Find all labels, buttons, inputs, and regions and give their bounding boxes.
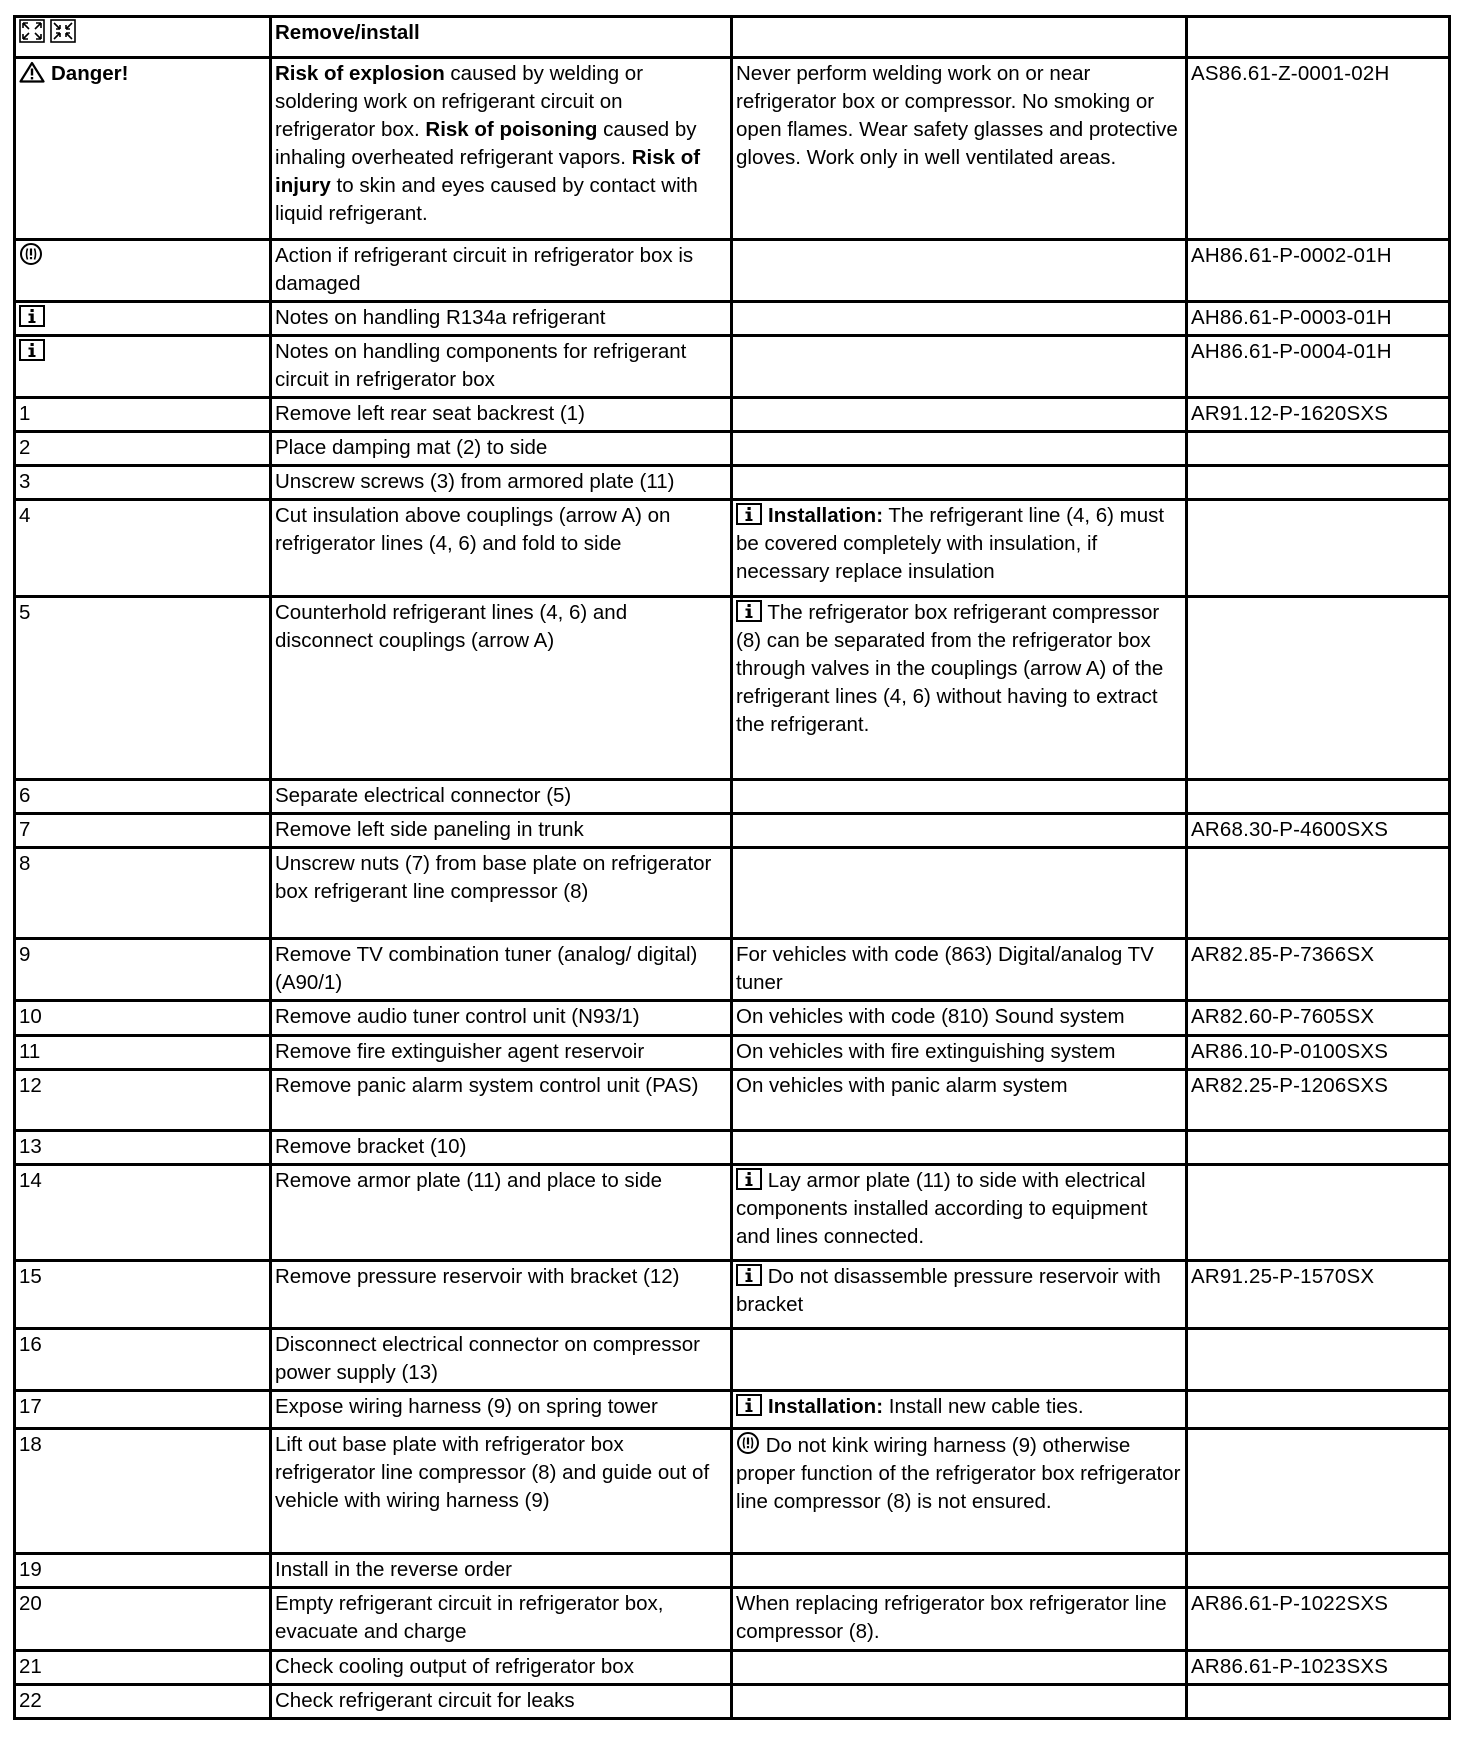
step-reference-cell	[1187, 432, 1450, 466]
step-reference-cell	[1187, 597, 1450, 780]
risk-poisoning-title: Risk of poisoning	[425, 118, 598, 141]
step-text: Remove audio tuner control unit (N93/1)	[271, 1001, 732, 1036]
step-row	[15, 1165, 1450, 1261]
step-text: Remove left side paneling in trunk	[271, 814, 732, 848]
step-text: Check cooling output of refrigerator box	[271, 1651, 732, 1685]
step-note	[732, 1261, 1187, 1329]
step-note: On vehicles with code (810) Sound system	[732, 1001, 1187, 1036]
step-row	[15, 1685, 1450, 1719]
info-icon	[736, 1168, 762, 1190]
step-number: 13	[15, 1131, 271, 1165]
step-reference-cell	[1187, 1131, 1450, 1165]
step-number: 6	[15, 780, 271, 814]
step-number: 10	[15, 1001, 271, 1036]
step-row	[15, 1588, 1450, 1651]
step-note-text: The refrigerator box refrigerant compressor (8) can be separated from the refrigerator box through valves in the couplings (arrow A) of the refrigerant lines (4, 6) without having to extract the refrigerant.	[736, 601, 1164, 736]
step-number: 1	[15, 398, 271, 432]
step-number: 5	[15, 597, 271, 780]
step-note-text: The refrigerant line (4, 6) must be covered completely with insulation, if necessary replace insulation	[736, 504, 1165, 583]
step-row	[15, 1651, 1450, 1685]
step-note	[732, 1685, 1187, 1719]
step-note: On vehicles with fire extinguishing system	[732, 1036, 1187, 1070]
step-text: Check refrigerant circuit for leaks	[271, 1685, 732, 1719]
step-number: 4	[15, 500, 271, 597]
step-note	[732, 1554, 1187, 1588]
caution-circle-icon	[19, 242, 43, 266]
step-reference-cell	[1187, 780, 1450, 814]
header-icons-cell	[15, 17, 271, 58]
step-note	[732, 848, 1187, 939]
step-note-text: Do not disassemble pressure reservoir with bracket	[736, 1265, 1161, 1316]
notice-note-cell	[732, 336, 1187, 398]
step-text: Unscrew nuts (7) from base plate on refrigerator box refrigerant line compressor (8)	[271, 848, 732, 939]
step-row	[15, 814, 1450, 848]
danger-row	[15, 58, 1450, 240]
step-number: 9	[15, 939, 271, 1001]
step-text: Empty refrigerant circuit in refrigerator box, evacuate and charge	[271, 1588, 732, 1651]
danger-label: Danger!	[51, 62, 129, 85]
step-reference-cell	[1187, 1554, 1450, 1588]
step-row	[15, 500, 1450, 597]
step-text: Remove armor plate (11) and place to side	[271, 1165, 732, 1261]
step-note	[732, 814, 1187, 848]
notice-reference-link[interactable]: AH86.61-P-0004-01H	[1187, 336, 1450, 398]
step-number: 20	[15, 1588, 271, 1651]
step-row	[15, 939, 1450, 1001]
step-reference-link[interactable]: AR82.25-P-1206SXS	[1187, 1070, 1450, 1131]
danger-reference-link[interactable]: AS86.61-Z-0001-02H	[1187, 58, 1450, 240]
step-row	[15, 1429, 1450, 1554]
step-reference-cell	[1187, 466, 1450, 500]
notice-text: Notes on handling R134a refrigerant	[271, 302, 732, 336]
step-text: Cut insulation above couplings (arrow A) on refrigerator lines (4, 6) and fold to side	[271, 500, 732, 597]
notice-icon-cell	[15, 302, 271, 336]
info-icon	[736, 1264, 762, 1286]
step-number: 14	[15, 1165, 271, 1261]
notice-text: Notes on handling components for refrigerant circuit in refrigerator box	[271, 336, 732, 398]
step-note	[732, 466, 1187, 500]
page-title: Remove/install	[271, 17, 732, 58]
step-row	[15, 1554, 1450, 1588]
notice-reference-link[interactable]: AH86.61-P-0003-01H	[1187, 302, 1450, 336]
step-row	[15, 1036, 1450, 1070]
warning-triangle-icon	[19, 61, 45, 83]
step-text: Lift out base plate with refrigerator box refrigerator line compressor (8) and guide out of vehicle with wiring harness (9)	[271, 1429, 732, 1554]
step-note	[732, 597, 1187, 780]
notice-row	[15, 336, 1450, 398]
step-row	[15, 1070, 1450, 1131]
step-number: 8	[15, 848, 271, 939]
info-icon	[19, 339, 45, 361]
step-text: Remove bracket (10)	[271, 1131, 732, 1165]
notice-note-cell	[732, 302, 1187, 336]
risk-injury-title: Risk of injury	[275, 146, 701, 197]
danger-note-cell: Never perform welding work on or near refrigerator box or compressor. No smoking or open flames. Wear safety glasses and protective gloves. Work only in well ventilated areas.	[732, 58, 1187, 240]
info-icon	[736, 503, 762, 525]
step-reference-cell	[1187, 500, 1450, 597]
step-reference-link[interactable]: AR82.85-P-7366SX	[1187, 939, 1450, 1001]
info-icon	[736, 1394, 762, 1416]
step-number: 18	[15, 1429, 271, 1554]
step-reference-cell	[1187, 1391, 1450, 1429]
step-note: For vehicles with code (863) Digital/analog TV tuner	[732, 939, 1187, 1001]
step-number: 3	[15, 466, 271, 500]
step-note-text: Install new cable ties.	[883, 1395, 1084, 1418]
step-reference-link[interactable]: AR91.12-P-1620SXS	[1187, 398, 1450, 432]
step-note-text: Lay armor plate (11) to side with electrical components installed according to equipment and lines connected.	[736, 1169, 1148, 1248]
step-text: Counterhold refrigerant lines (4, 6) and disconnect couplings (arrow A)	[271, 597, 732, 780]
caution-circle-icon	[736, 1431, 760, 1455]
risk-poisoning-text: caused by inhaling overheated refrigerant vapors.	[275, 118, 697, 169]
step-number: 12	[15, 1070, 271, 1131]
step-reference-cell	[1187, 1685, 1450, 1719]
step-reference-cell	[1187, 848, 1450, 939]
step-text: Separate electrical connector (5)	[271, 780, 732, 814]
step-reference-link[interactable]: AR91.25-P-1570SX	[1187, 1261, 1450, 1329]
step-text: Remove fire extinguisher agent reservoir	[271, 1036, 732, 1070]
remove-install-icon	[19, 19, 77, 43]
installation-label: Installation:	[768, 504, 884, 527]
step-note	[732, 1165, 1187, 1261]
step-number: 11	[15, 1036, 271, 1070]
step-note	[732, 780, 1187, 814]
step-row	[15, 597, 1450, 780]
step-note	[732, 398, 1187, 432]
risk-injury-text: to skin and eyes caused by contact with liquid refrigerant.	[275, 174, 698, 225]
step-number: 19	[15, 1554, 271, 1588]
notice-text: Action if refrigerant circuit in refrigerator box is damaged	[271, 240, 732, 302]
risk-explosion-text: caused by welding or soldering work on refrigerant circuit on refrigerator box.	[275, 62, 644, 141]
step-reference-link[interactable]: AR86.61-P-1023SXS	[1187, 1651, 1450, 1685]
step-note	[732, 500, 1187, 597]
step-text: Place damping mat (2) to side	[271, 432, 732, 466]
notice-note-cell	[732, 240, 1187, 302]
step-note-text: Do not kink wiring harness (9) otherwise proper function of the refrigerator box refrigerator line compressor (8) is not ensured.	[736, 1434, 1181, 1513]
step-number: 22	[15, 1685, 271, 1719]
danger-label-cell	[15, 58, 271, 240]
step-note: When replacing refrigerator box refrigerator line compressor (8).	[732, 1588, 1187, 1651]
step-note	[732, 1651, 1187, 1685]
step-reference-link[interactable]: AR82.60-P-7605SX	[1187, 1001, 1450, 1036]
step-note	[732, 432, 1187, 466]
step-number: 15	[15, 1261, 271, 1329]
info-icon	[19, 305, 45, 327]
step-text: Expose wiring harness (9) on spring tower	[271, 1391, 732, 1429]
step-text: Remove panic alarm system control unit (PAS)	[271, 1070, 732, 1131]
danger-description-cell	[271, 58, 732, 240]
step-row	[15, 780, 1450, 814]
step-reference-cell	[1187, 1329, 1450, 1391]
notice-row	[15, 240, 1450, 302]
step-text: Remove TV combination tuner (analog/ digital) (A90/1)	[271, 939, 732, 1001]
step-text: Disconnect electrical connector on compressor power supply (13)	[271, 1329, 732, 1391]
notice-reference-link[interactable]: AH86.61-P-0002-01H	[1187, 240, 1450, 302]
step-row	[15, 1329, 1450, 1391]
step-row	[15, 1131, 1450, 1165]
notice-icon-cell	[15, 336, 271, 398]
step-reference-link[interactable]: AR86.10-P-0100SXS	[1187, 1036, 1450, 1070]
step-note	[732, 1329, 1187, 1391]
step-row	[15, 848, 1450, 939]
notice-row	[15, 302, 1450, 336]
step-row	[15, 432, 1450, 466]
step-reference-cell	[1187, 1165, 1450, 1261]
step-note	[732, 1429, 1187, 1554]
step-number: 2	[15, 432, 271, 466]
step-note	[732, 1391, 1187, 1429]
step-text: Install in the reverse order	[271, 1554, 732, 1588]
notice-icon-cell	[15, 240, 271, 302]
step-number: 7	[15, 814, 271, 848]
step-reference-cell	[1187, 1429, 1450, 1554]
step-row	[15, 1261, 1450, 1329]
step-row	[15, 398, 1450, 432]
step-text: Unscrew screws (3) from armored plate (11)	[271, 466, 732, 500]
step-note	[732, 1131, 1187, 1165]
header-empty-cell	[1187, 17, 1450, 58]
risk-explosion-title: Risk of explosion	[275, 62, 445, 85]
step-reference-link[interactable]: AR86.61-P-1022SXS	[1187, 1588, 1450, 1651]
header-empty-cell	[732, 17, 1187, 58]
step-row	[15, 1001, 1450, 1036]
step-number: 16	[15, 1329, 271, 1391]
step-reference-link[interactable]: AR68.30-P-4600SXS	[1187, 814, 1450, 848]
step-row	[15, 466, 1450, 500]
step-text: Remove left rear seat backrest (1)	[271, 398, 732, 432]
installation-label: Installation:	[768, 1395, 884, 1418]
procedure-table	[13, 15, 1451, 1720]
step-number: 17	[15, 1391, 271, 1429]
step-number: 21	[15, 1651, 271, 1685]
header-row	[15, 17, 1450, 58]
step-row	[15, 1391, 1450, 1429]
info-icon	[736, 600, 762, 622]
step-note: On vehicles with panic alarm system	[732, 1070, 1187, 1131]
step-text: Remove pressure reservoir with bracket (12)	[271, 1261, 732, 1329]
